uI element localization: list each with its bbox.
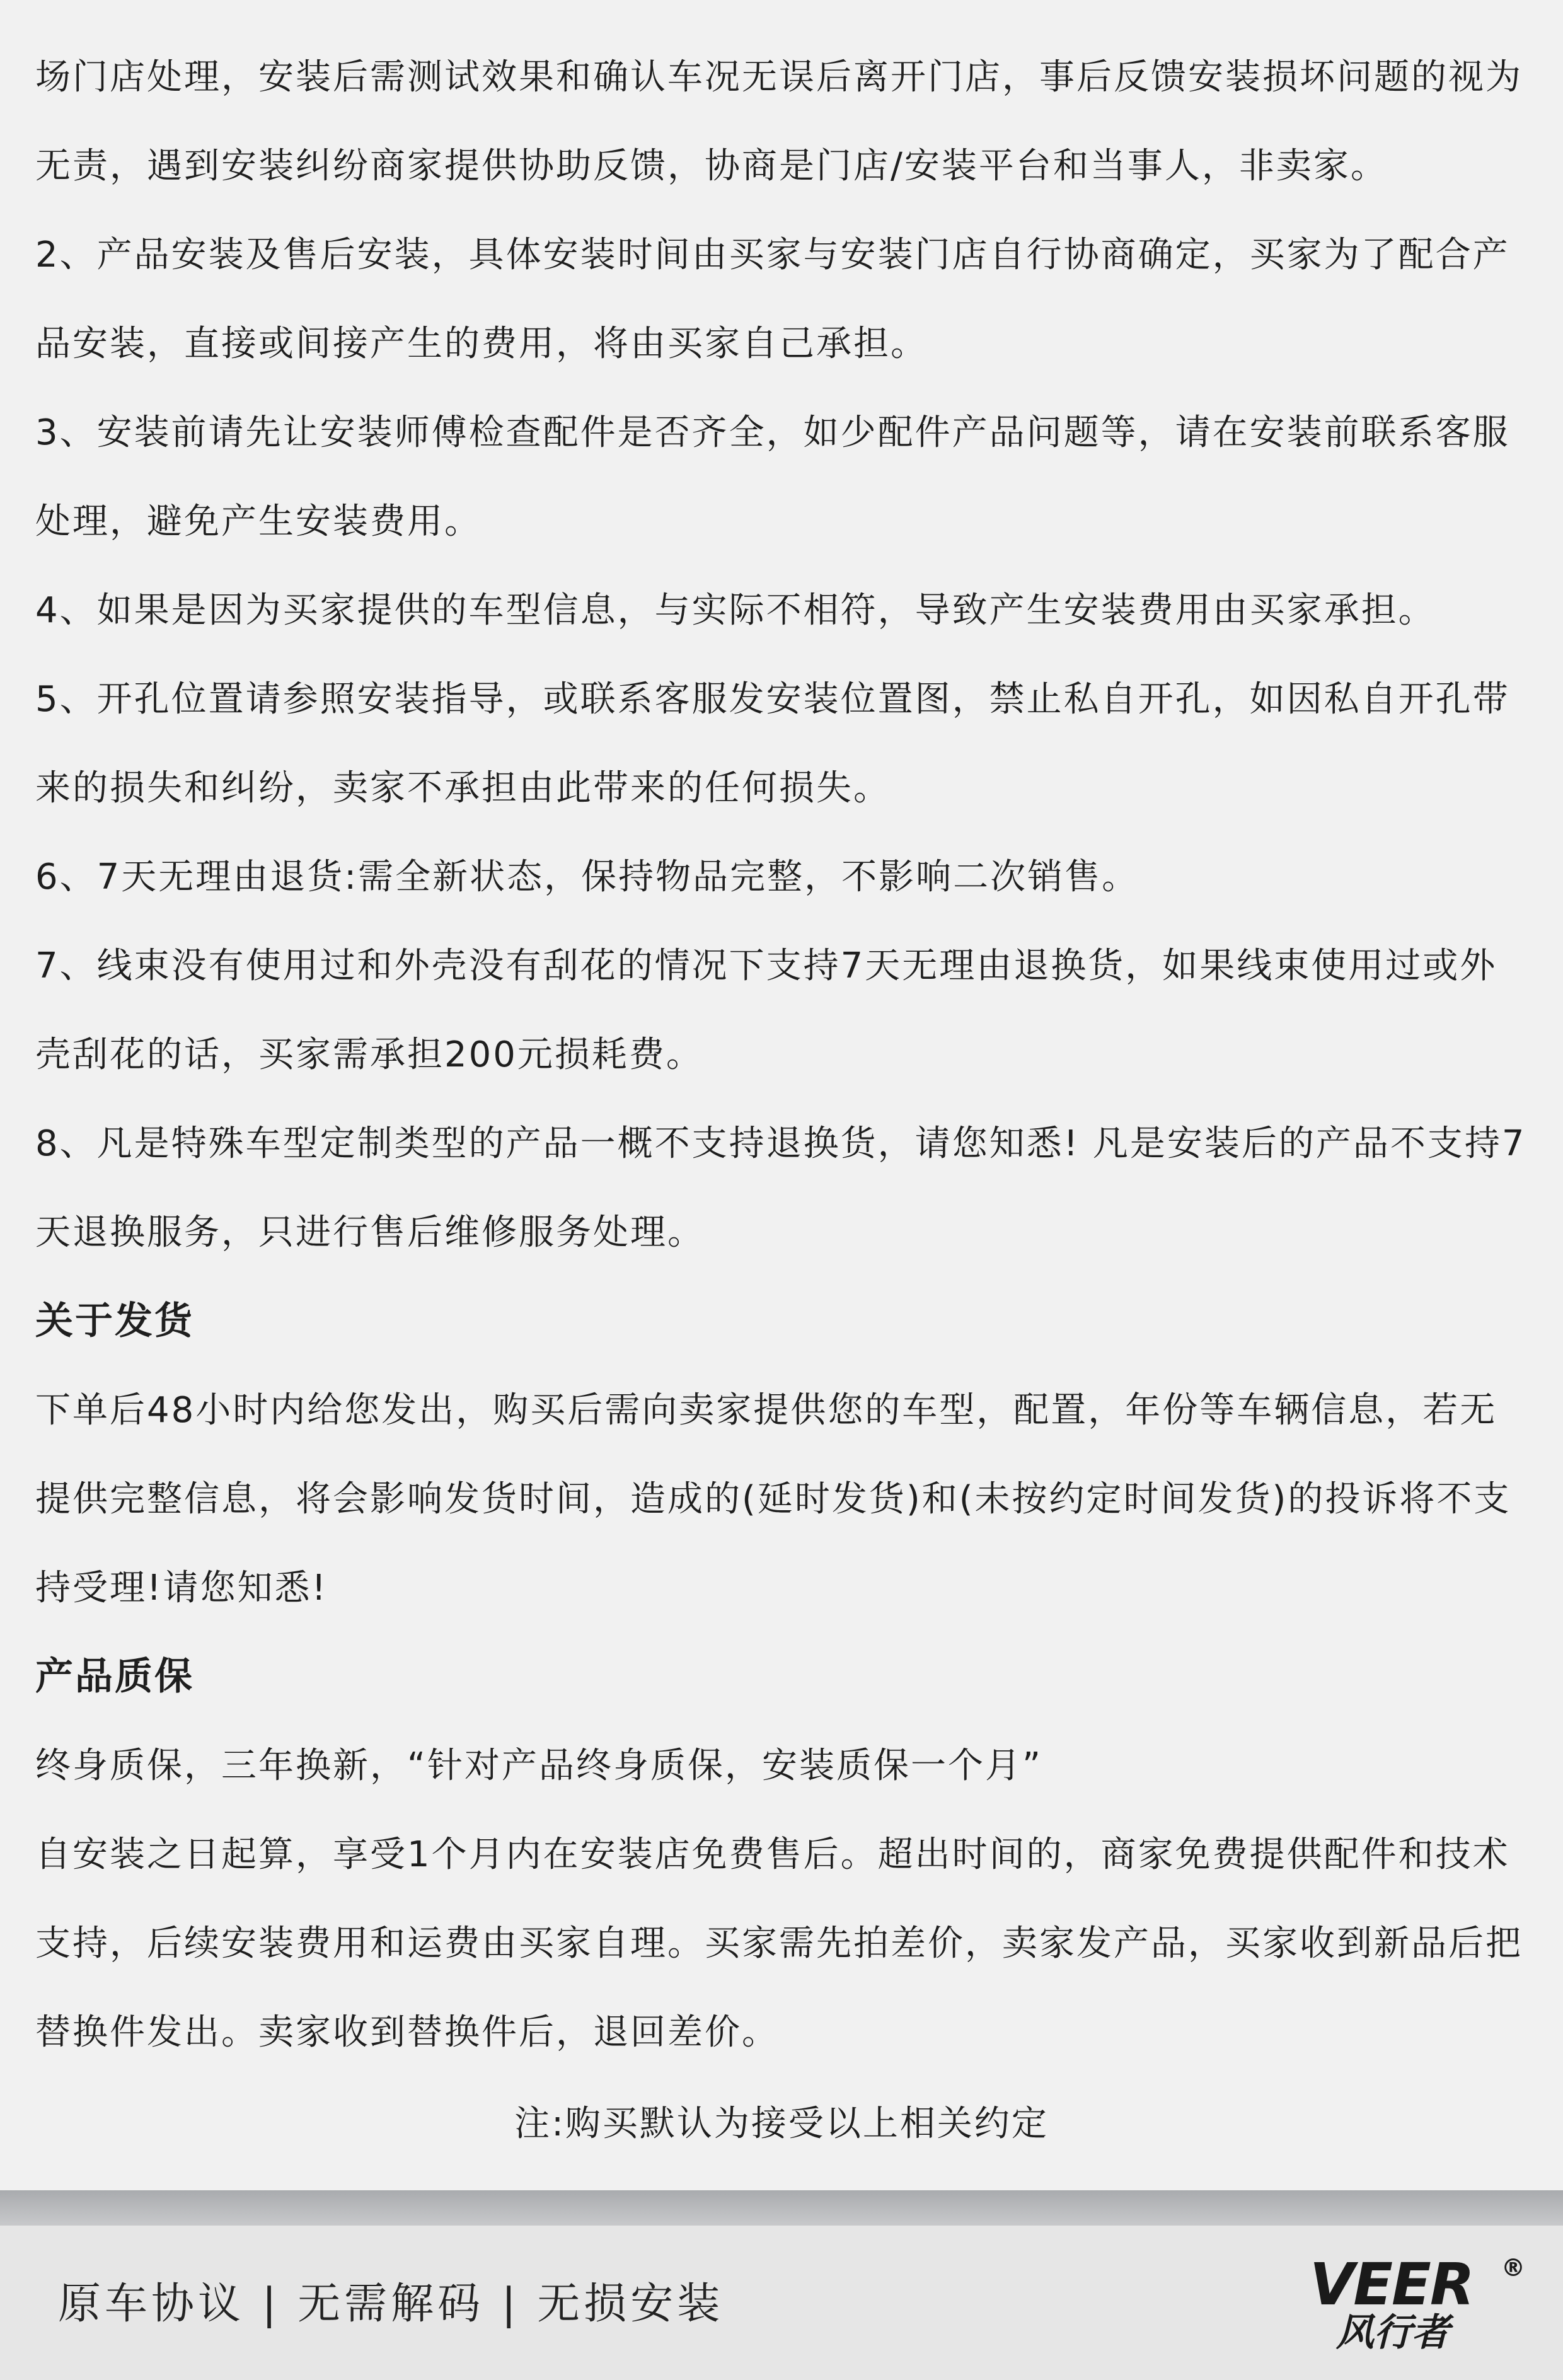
veer-logo bbox=[1305, 2251, 1531, 2358]
paragraph-item-4: 4、如果是因为买家提供的车型信息，与实际不相符，导致产生安装费用由买家承担。 bbox=[35, 590, 1436, 631]
paragraph-item-2: 2、产品安装及售后安装，具体安装时间由买家与安装门店自行协商确定，买家为了配合产品安装，直接或间接产生的费用，将由买家自己承担。 bbox=[35, 234, 1510, 364]
warranty-details: 自安装之日起算，享受1个月内在安装店免费售后。超出时间的，商家免费提供配件和技术支持，后续安装费用和运费由买家自理。买家需先拍差价，卖家发产品，买家收到新品后把替换件发出。卖家收到替换件后，退回差价。 bbox=[35, 1834, 1523, 2053]
paragraph-item-5: 5、开孔位置请参照安装指导，或联系客服发安装位置图，禁止私自开孔，如因私自开孔带来的损失和纠纷，卖家不承担由此带来的任何损失。 bbox=[35, 679, 1510, 809]
terms-content bbox=[35, 33, 1529, 2077]
paragraph-item-8: 8、凡是特殊车型定制类型的产品一概不支持退换货，请您知悉! 凡是安装后的产品不支持7天退换服务，只进行售后维修服务处理。 bbox=[35, 1123, 1526, 1253]
purchase-note: 注:购买默认为接受以上相关约定 bbox=[514, 2103, 1049, 2144]
shipping-paragraph: 下单后48小时内给您发出，购买后需向卖家提供您的车型，配置，年份等车辆信息，若无提供完整信息，将会影响发货时间，造成的(延时发货)和(未按约定时间发货)的投诉将不支持受理!请您知悉! bbox=[35, 1390, 1511, 1609]
footer-banner bbox=[0, 2226, 1563, 2380]
paragraph-item-7: 7、线束没有使用过和外壳没有刮花的情况下支持7天无理由退换货，如果线束使用过或外壳刮花的话，买家需承担200元损耗费。 bbox=[35, 945, 1497, 1075]
shipping-heading: 关于发货 bbox=[35, 1299, 194, 1343]
paragraph-install-store: 场门店处理，安装后需测试效果和确认车况无误后离开门店，事后反馈安装损坏问题的视为无责，遇到安装纠纷商家提供协助反馈，协商是门店/安装平台和当事人，非卖家。 bbox=[35, 57, 1523, 187]
registered-mark-icon: ® bbox=[1501, 2254, 1525, 2282]
footer-slogan: 原车协议 | 无需解码 | 无损安装 bbox=[58, 2279, 724, 2329]
logo-brand-text: VEER bbox=[1310, 2251, 1474, 2318]
warranty-summary: 终身质保，三年换新，“针对产品终身质保，安装质保一个月” bbox=[35, 1745, 1043, 1786]
paragraph-item-6: 6、7天无理由退货:需全新状态，保持物品完整，不影响二次销售。 bbox=[35, 857, 1139, 898]
footer-divider-bar bbox=[0, 2190, 1563, 2226]
logo-brand-cn-text: 风行者 bbox=[1336, 2311, 1450, 2355]
warranty-heading: 产品质保 bbox=[35, 1655, 194, 1699]
paragraph-item-3: 3、安装前请先让安装师傅检查配件是否齐全，如少配件产品问题等，请在安装前联系客服处理，避免产生安装费用。 bbox=[35, 412, 1510, 542]
